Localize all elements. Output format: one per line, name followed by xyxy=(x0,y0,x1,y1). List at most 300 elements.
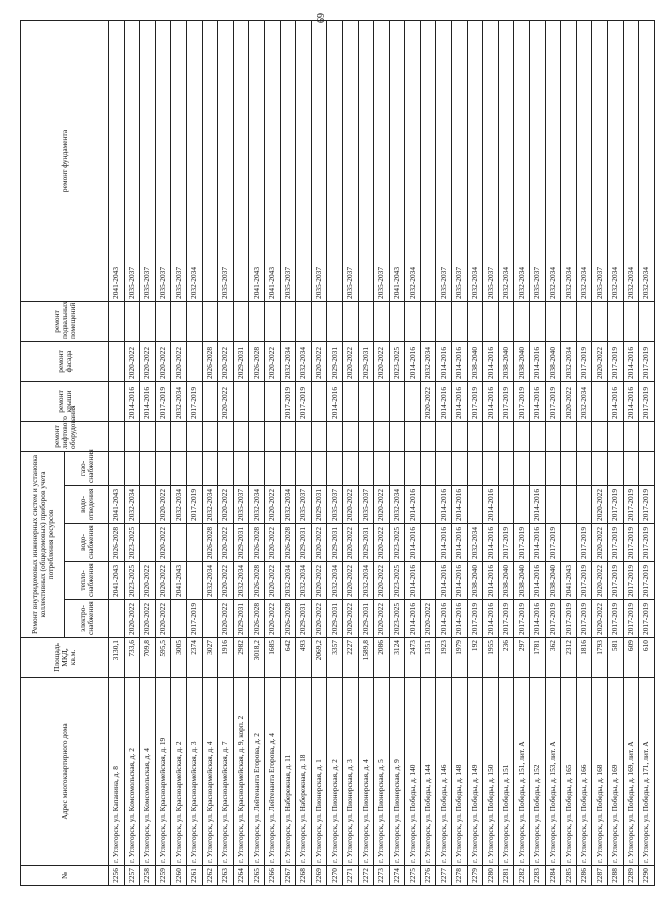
cell-roof: 2017-2019 xyxy=(280,381,296,421)
cell-vo: 2014-2016 xyxy=(436,486,452,524)
cell-fac: 2026-2028 xyxy=(202,341,218,381)
cell-tep: 2014-2016 xyxy=(405,562,421,600)
cell-bas xyxy=(124,301,140,341)
cell-gas xyxy=(436,451,452,485)
cell-gas xyxy=(608,451,624,485)
cell-area: 3357 xyxy=(327,638,343,678)
cell-bas xyxy=(202,301,218,341)
cell-vo: 2020-2022 xyxy=(264,486,280,524)
cell-no: 2288 xyxy=(608,866,624,886)
cell-lift xyxy=(452,421,468,451)
cell-address: г. Углегорск, ул. Набережная, д. 18 xyxy=(296,678,312,866)
cell-fnd xyxy=(358,21,374,302)
cell-roof: 2032-2034 xyxy=(576,381,592,421)
table-row xyxy=(374,21,390,886)
cell-no: 2289 xyxy=(623,866,639,886)
cell-no: 2268 xyxy=(296,866,312,886)
cell-gas xyxy=(264,451,280,485)
cell-roof xyxy=(311,381,327,421)
cell-roof xyxy=(374,381,390,421)
table-row xyxy=(109,21,125,886)
cell-no: 2277 xyxy=(436,866,452,886)
cell-roof xyxy=(109,381,125,421)
cell-tep: 2023-2025 xyxy=(389,562,405,600)
cell-no: 2262 xyxy=(202,866,218,886)
cell-no: 2284 xyxy=(545,866,561,886)
cell-address: г. Углегорск, ул. Победы, д. 152 xyxy=(530,678,546,866)
cell-bas xyxy=(374,301,390,341)
cell-fnd: 2032-2034 xyxy=(639,21,655,302)
cell-fac: 2020-2022 xyxy=(124,341,140,381)
cell-address: г. Углегорск, ул. Победы, д. 146 xyxy=(436,678,452,866)
cell-fnd: 2035-2037 xyxy=(311,21,327,302)
cell-address: г. Углегорск, ул. Победы, д. 165 xyxy=(561,678,577,866)
cell-vs: 2029-2031 xyxy=(296,524,312,562)
cell-el: 2017-2019 xyxy=(467,600,483,638)
header-electro: электро-снабжения xyxy=(65,600,109,638)
cell-lift xyxy=(498,421,514,451)
cell-address: г. Углегорск, ул. Пионерская, д. 3 xyxy=(342,678,358,866)
cell-vs: 2032-2034 xyxy=(467,524,483,562)
cell-area: 595,5 xyxy=(155,638,171,678)
cell-area: 610 xyxy=(639,638,655,678)
cell-bas xyxy=(342,301,358,341)
cell-gas xyxy=(498,451,514,485)
cell-el: 2017-2019 xyxy=(561,600,577,638)
cell-fac: 2032-2034 xyxy=(561,341,577,381)
cell-lift xyxy=(171,421,187,451)
cell-lift xyxy=(514,421,530,451)
cell-gas xyxy=(186,451,202,485)
cell-vs: 2017-2019 xyxy=(608,524,624,562)
cell-fac: 2038-2040 xyxy=(545,341,561,381)
cell-gas xyxy=(576,451,592,485)
cell-roof: 2014-2016 xyxy=(608,381,624,421)
cell-el: 2014-2016 xyxy=(405,600,421,638)
cell-gas xyxy=(218,451,234,485)
header-no: № xyxy=(21,866,109,886)
cell-vo: 2017-2019 xyxy=(639,486,655,524)
cell-el xyxy=(202,600,218,638)
table-row xyxy=(280,21,296,886)
cell-no: 2279 xyxy=(467,866,483,886)
cell-area: 1781 xyxy=(530,638,546,678)
cell-lift xyxy=(545,421,561,451)
cell-bas xyxy=(311,301,327,341)
cell-bas xyxy=(186,301,202,341)
table-row xyxy=(608,21,624,886)
cell-address: г. Углегорск, ул. Победы, д. 169, лит. А xyxy=(623,678,639,866)
cell-gas xyxy=(452,451,468,485)
cell-bas xyxy=(389,301,405,341)
cell-gas xyxy=(124,451,140,485)
cell-gas xyxy=(327,451,343,485)
cell-area: 3005 xyxy=(171,638,187,678)
table-row xyxy=(296,21,312,886)
header-area: Площадь МКД, кв.м. xyxy=(21,638,109,678)
cell-area: 2473 xyxy=(405,638,421,678)
table-row xyxy=(389,21,405,886)
cell-address: г. Углегорск, ул. Пионерская, д. 2 xyxy=(327,678,343,866)
cell-fac: 2032-2034 xyxy=(280,341,296,381)
cell-vo: 2032-2034 xyxy=(389,486,405,524)
cell-address: г. Углегорск, ул. Красноармейская, д. 3 xyxy=(186,678,202,866)
cell-fnd: 2032-2034 xyxy=(623,21,639,302)
cell-no: 2259 xyxy=(155,866,171,886)
cell-vo: 2032-2034 xyxy=(124,486,140,524)
cell-fnd: 2032-2034 xyxy=(186,21,202,302)
cell-tep: 2020-2022 xyxy=(342,562,358,600)
header-address: Адрес многоквартирного дома xyxy=(21,678,109,866)
table-row xyxy=(140,21,156,886)
cell-lift xyxy=(389,421,405,451)
cell-el: 2026-2028 xyxy=(280,600,296,638)
cell-address: г. Углегорск, ул. Победы, д. 149 xyxy=(467,678,483,866)
cell-no: 2272 xyxy=(358,866,374,886)
cell-vs xyxy=(420,524,436,562)
cell-lift xyxy=(155,421,171,451)
cell-lift xyxy=(327,421,343,451)
cell-area: 709,8 xyxy=(140,638,156,678)
cell-fnd: 2032-2034 xyxy=(514,21,530,302)
cell-area: 2069,2 xyxy=(311,638,327,678)
cell-roof xyxy=(389,381,405,421)
cell-tep: 2014-2016 xyxy=(436,562,452,600)
cell-bas xyxy=(420,301,436,341)
cell-gas xyxy=(592,451,608,485)
cell-el: 2014-2016 xyxy=(530,600,546,638)
cell-area: 2086 xyxy=(374,638,390,678)
cell-address: г. Углегорск, ул. Пионерская, д. 1 xyxy=(311,678,327,866)
cell-lift xyxy=(530,421,546,451)
cell-bas xyxy=(436,301,452,341)
cell-gas xyxy=(311,451,327,485)
cell-no: 2276 xyxy=(420,866,436,886)
table-row xyxy=(420,21,436,886)
cell-lift xyxy=(374,421,390,451)
cell-bas xyxy=(249,301,265,341)
cell-address: г. Углегорск, ул. Победы, д. 150 xyxy=(483,678,499,866)
cell-fnd: 2032-2034 xyxy=(545,21,561,302)
cell-lift xyxy=(296,421,312,451)
cell-el: 2014-2016 xyxy=(436,600,452,638)
cell-address: г. Углегорск, ул. Победы, д. 151, лит. А xyxy=(514,678,530,866)
cell-fnd: 2032-2034 xyxy=(576,21,592,302)
cell-fac: 2023-2025 xyxy=(389,341,405,381)
table-row xyxy=(592,21,608,886)
cell-gas xyxy=(249,451,265,485)
cell-fac: 2020-2022 xyxy=(140,341,156,381)
cell-fac: 2020-2022 xyxy=(374,341,390,381)
cell-vs: 2017-2019 xyxy=(623,524,639,562)
cell-area: 236 xyxy=(498,638,514,678)
cell-roof xyxy=(202,381,218,421)
cell-el xyxy=(109,600,125,638)
cell-gas xyxy=(389,451,405,485)
header-facade: ремонт фасада xyxy=(21,341,109,381)
cell-fac: 2014-2016 xyxy=(436,341,452,381)
cell-el: 2020-2022 xyxy=(140,600,156,638)
cell-fnd: 2035-2037 xyxy=(483,21,499,302)
cell-area: 1923 xyxy=(436,638,452,678)
table-row xyxy=(576,21,592,886)
cell-address: г. Углегорск, ул. Комсомольская, д. 4 xyxy=(140,678,156,866)
cell-tep: 2014-2016 xyxy=(452,562,468,600)
table-row xyxy=(561,21,577,886)
cell-roof xyxy=(249,381,265,421)
cell-vs: 2020-2022 xyxy=(218,524,234,562)
cell-area: 1589,8 xyxy=(358,638,374,678)
cell-bas xyxy=(264,301,280,341)
cell-el: 2020-2022 xyxy=(342,600,358,638)
cell-vo: 2020-2022 xyxy=(155,486,171,524)
cell-area: 297 xyxy=(514,638,530,678)
cell-vo: 2032-2034 xyxy=(171,486,187,524)
cell-fnd: 2035-2037 xyxy=(280,21,296,302)
header-vodo-otvedenie: водо-отведения xyxy=(65,486,109,524)
cell-el: 2017-2019 xyxy=(623,600,639,638)
cell-fnd: 2035-2037 xyxy=(452,21,468,302)
cell-lift xyxy=(109,421,125,451)
cell-vs: 2020-2022 xyxy=(311,524,327,562)
cell-gas xyxy=(342,451,358,485)
table-row xyxy=(530,21,546,886)
cell-vo xyxy=(514,486,530,524)
cell-roof xyxy=(592,381,608,421)
header-basement: ремонт подвальных помещений xyxy=(21,301,109,341)
table-row xyxy=(202,21,218,886)
cell-gas xyxy=(420,451,436,485)
cell-lift xyxy=(608,421,624,451)
cell-tep: 2017-2019 xyxy=(608,562,624,600)
cell-roof: 2014-2016 xyxy=(327,381,343,421)
cell-gas xyxy=(296,451,312,485)
cell-el: 2020-2022 xyxy=(420,600,436,638)
cell-tep: 2032-2034 xyxy=(233,562,249,600)
cell-bas xyxy=(514,301,530,341)
cell-el: 2017-2019 xyxy=(545,600,561,638)
cell-vs xyxy=(561,524,577,562)
cell-roof: 2017-2019 xyxy=(155,381,171,421)
cell-area: 1351 xyxy=(420,638,436,678)
cell-el: 2017-2019 xyxy=(514,600,530,638)
cell-el: 2017-2019 xyxy=(608,600,624,638)
cell-vs: 2023-2025 xyxy=(389,524,405,562)
cell-fac: 2014-2016 xyxy=(623,341,639,381)
cell-vo: 2020-2022 xyxy=(374,486,390,524)
cell-bas xyxy=(280,301,296,341)
cell-area: 2374 xyxy=(186,638,202,678)
cell-no: 2286 xyxy=(576,866,592,886)
cell-el: 2017-2019 xyxy=(576,600,592,638)
cell-address: г. Углегорск, ул. Пионерская, д. 4 xyxy=(358,678,374,866)
cell-fnd: 2041-2043 xyxy=(249,21,265,302)
cell-roof: 2014-2016 xyxy=(124,381,140,421)
cell-el: 2020-2022 xyxy=(218,600,234,638)
cell-lift xyxy=(405,421,421,451)
cell-lift xyxy=(467,421,483,451)
cell-roof: 2014-2016 xyxy=(623,381,639,421)
cell-vs: 2014-2016 xyxy=(483,524,499,562)
cell-vs: 2029-2031 xyxy=(327,524,343,562)
cell-gas xyxy=(530,451,546,485)
cell-gas xyxy=(545,451,561,485)
cell-gas xyxy=(280,451,296,485)
cell-fac: 2020-2022 xyxy=(155,341,171,381)
cell-vs: 2026-2028 xyxy=(109,524,125,562)
cell-area: 1685 xyxy=(264,638,280,678)
cell-fnd: 2032-2034 xyxy=(561,21,577,302)
table-row xyxy=(483,21,499,886)
cell-area: 1979 xyxy=(452,638,468,678)
cell-address: г. Углегорск, ул. Победы, д. 171, лит. А xyxy=(639,678,655,866)
cell-area: 733,6 xyxy=(124,638,140,678)
header-roof: ремонт крыши xyxy=(21,381,109,421)
cell-area: 642 xyxy=(280,638,296,678)
cell-roof: 2014-2016 xyxy=(436,381,452,421)
cell-gas xyxy=(374,451,390,485)
table-row xyxy=(498,21,514,886)
cell-fnd: 2035-2037 xyxy=(124,21,140,302)
table-row xyxy=(358,21,374,886)
cell-vs: 2014-2016 xyxy=(452,524,468,562)
cell-vo: 2020-2022 xyxy=(342,486,358,524)
cell-bas xyxy=(545,301,561,341)
cell-lift xyxy=(264,421,280,451)
table-row xyxy=(467,21,483,886)
cell-tep: 2023-2025 xyxy=(124,562,140,600)
cell-roof xyxy=(358,381,374,421)
cell-fnd: 2035-2037 xyxy=(530,21,546,302)
cell-gas xyxy=(155,451,171,485)
cell-vo xyxy=(498,486,514,524)
cell-fnd: 2035-2037 xyxy=(140,21,156,302)
cell-roof: 2017-2019 xyxy=(186,381,202,421)
cell-tep: 2038-2040 xyxy=(514,562,530,600)
cell-el: 2020-2022 xyxy=(374,600,390,638)
cell-vs: 2026-2028 xyxy=(202,524,218,562)
cell-lift xyxy=(576,421,592,451)
cell-bas xyxy=(639,301,655,341)
cell-area: 1793 xyxy=(592,638,608,678)
cell-address: г. Углегорск, ул. Красноармейская, д. 4 xyxy=(202,678,218,866)
cell-fac: 2020-2022 xyxy=(592,341,608,381)
cell-bas xyxy=(218,301,234,341)
cell-el: 2029-2031 xyxy=(358,600,374,638)
cell-el: 2020-2022 xyxy=(592,600,608,638)
table-row xyxy=(311,21,327,886)
cell-gas xyxy=(561,451,577,485)
cell-vo: 2041-2043 xyxy=(109,486,125,524)
cell-lift xyxy=(311,421,327,451)
cell-bas xyxy=(467,301,483,341)
cell-tep: 2017-2019 xyxy=(623,562,639,600)
cell-no: 2275 xyxy=(405,866,421,886)
cell-fac xyxy=(186,341,202,381)
cell-vs: 2017-2019 xyxy=(498,524,514,562)
cell-no: 2264 xyxy=(233,866,249,886)
cell-no: 2263 xyxy=(218,866,234,886)
cell-fac: 2017-2019 xyxy=(639,341,655,381)
cell-bas xyxy=(561,301,577,341)
cell-area: 192 xyxy=(467,638,483,678)
cell-no: 2261 xyxy=(186,866,202,886)
cell-area: 2312 xyxy=(561,638,577,678)
cell-no: 2269 xyxy=(311,866,327,886)
cell-no: 2258 xyxy=(140,866,156,886)
table-row xyxy=(405,21,421,886)
cell-address: г. Углегорск, ул. Победы, д. 144 xyxy=(420,678,436,866)
cell-vs xyxy=(140,524,156,562)
cell-gas xyxy=(623,451,639,485)
cell-lift xyxy=(202,421,218,451)
cell-lift xyxy=(124,421,140,451)
cell-tep: 2020-2022 xyxy=(592,562,608,600)
cell-gas xyxy=(514,451,530,485)
cell-vo: 2014-2016 xyxy=(530,486,546,524)
table-row xyxy=(327,21,343,886)
cell-vo: 2014-2016 xyxy=(483,486,499,524)
cell-area: 1816 xyxy=(576,638,592,678)
cell-fac: 2026-2028 xyxy=(249,341,265,381)
cell-gas xyxy=(171,451,187,485)
cell-fac xyxy=(109,341,125,381)
table-row xyxy=(218,21,234,886)
cell-roof: 2017-2019 xyxy=(514,381,530,421)
header-foundation: ремонт фундамента xyxy=(21,21,109,302)
cell-el: 2020-2022 xyxy=(155,600,171,638)
header-teplo: тепло-снабжения xyxy=(65,562,109,600)
cell-fac: 2020-2022 xyxy=(218,341,234,381)
cell-vs: 2020-2022 xyxy=(374,524,390,562)
cell-no: 2271 xyxy=(342,866,358,886)
cell-roof xyxy=(233,381,249,421)
cell-vs: 2026-2028 xyxy=(249,524,265,562)
cell-tep: 2038-2040 xyxy=(545,562,561,600)
cell-vs: 2014-2016 xyxy=(405,524,421,562)
table-row xyxy=(233,21,249,886)
cell-fnd: 2041-2043 xyxy=(389,21,405,302)
cell-fac: 2032-2034 xyxy=(296,341,312,381)
cell-fnd xyxy=(327,21,343,302)
cell-fac: 2014-2016 xyxy=(405,341,421,381)
cell-bas xyxy=(452,301,468,341)
cell-fac: 2014-2016 xyxy=(530,341,546,381)
cell-el: 2020-2022 xyxy=(264,600,280,638)
cell-address: г. Углегорск, ул. Пионерская, д. 9 xyxy=(389,678,405,866)
cell-fac: 2014-2016 xyxy=(452,341,468,381)
cell-tep: 2026-2028 xyxy=(249,562,265,600)
cell-no: 2287 xyxy=(592,866,608,886)
cell-bas xyxy=(608,301,624,341)
cell-tep: 2041-2043 xyxy=(561,562,577,600)
cell-vo: 2020-2022 xyxy=(218,486,234,524)
table-row xyxy=(264,21,280,886)
cell-lift xyxy=(592,421,608,451)
cell-vs: 2020-2022 xyxy=(592,524,608,562)
cell-fnd xyxy=(296,21,312,302)
cell-gas xyxy=(140,451,156,485)
cell-fac: 2020-2022 xyxy=(171,341,187,381)
cell-el: 2017-2019 xyxy=(639,600,655,638)
cell-tep: 2038-2040 xyxy=(467,562,483,600)
cell-fnd xyxy=(233,21,249,302)
cell-fnd: 2035-2037 xyxy=(342,21,358,302)
cell-bas xyxy=(171,301,187,341)
cell-lift xyxy=(623,421,639,451)
table-body xyxy=(109,21,655,886)
cell-roof: 2014-2016 xyxy=(140,381,156,421)
